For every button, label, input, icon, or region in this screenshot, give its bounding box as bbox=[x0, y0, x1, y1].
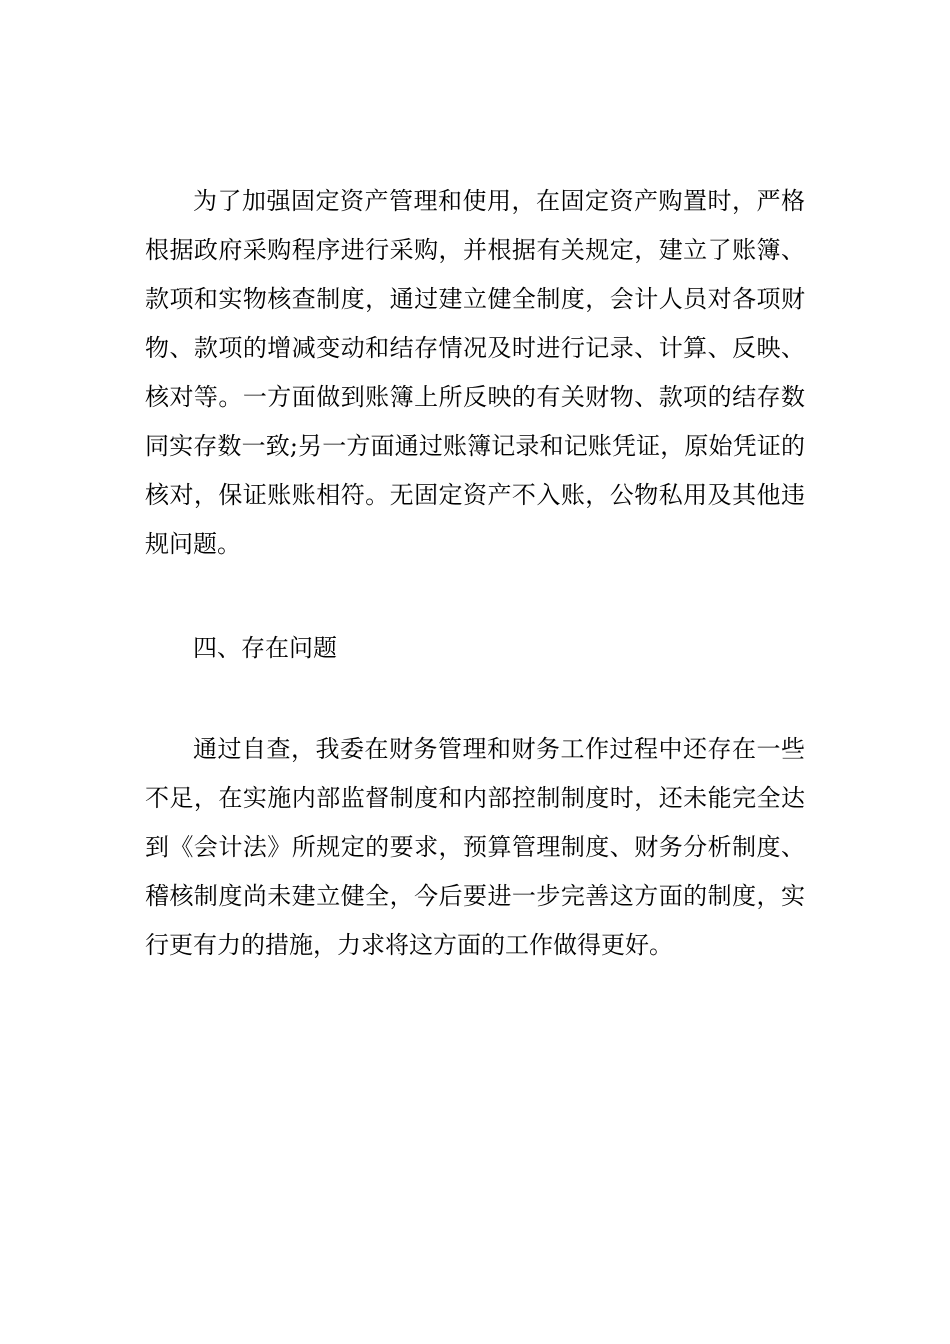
paragraph-line: 同实存数一致;另一方面通过账簿记录和记账凭证，原始凭证的 bbox=[145, 432, 805, 460]
paragraph-line: 核对，保证账账相符。无固定资产不入账，公物私用及其他违 bbox=[145, 481, 805, 509]
paragraph-line: 规问题。 bbox=[145, 530, 241, 558]
paragraph-line: 通过自查，我委在财务管理和财务工作过程中还存在一些 bbox=[193, 735, 805, 763]
paragraph-line: 不足，在实施内部监督制度和内部控制制度时，还未能完全达 bbox=[145, 784, 805, 812]
paragraph-line: 核对等。一方面做到账簿上所反映的有关财物、款项的结存数 bbox=[145, 383, 805, 411]
paragraph-line: 根据政府采购程序进行采购，并根据有关规定，建立了账簿、 bbox=[145, 236, 805, 264]
paragraph-self-inspection bbox=[145, 725, 805, 970]
section-heading: 四、存在问题 bbox=[193, 634, 337, 662]
paragraph-line: 物、款项的增减变动和结存情况及时进行记录、计算、反映、 bbox=[145, 334, 805, 362]
paragraph-line: 稽核制度尚未建立健全，今后要进一步完善这方面的制度，实 bbox=[145, 882, 805, 910]
paragraph-line: 为了加强固定资产管理和使用，在固定资产购置时，严格 bbox=[193, 187, 805, 215]
paragraph-line: 款项和实物核查制度，通过建立健全制度，会计人员对各项财 bbox=[145, 285, 805, 313]
section-heading-existing-problems bbox=[145, 624, 805, 673]
paragraph-fixed-assets bbox=[145, 177, 805, 569]
paragraph-line: 行更有力的措施，力求将这方面的工作做得更好。 bbox=[145, 931, 673, 959]
paragraph-line: 到《会计法》所规定的要求，预算管理制度、财务分析制度、 bbox=[145, 833, 805, 861]
